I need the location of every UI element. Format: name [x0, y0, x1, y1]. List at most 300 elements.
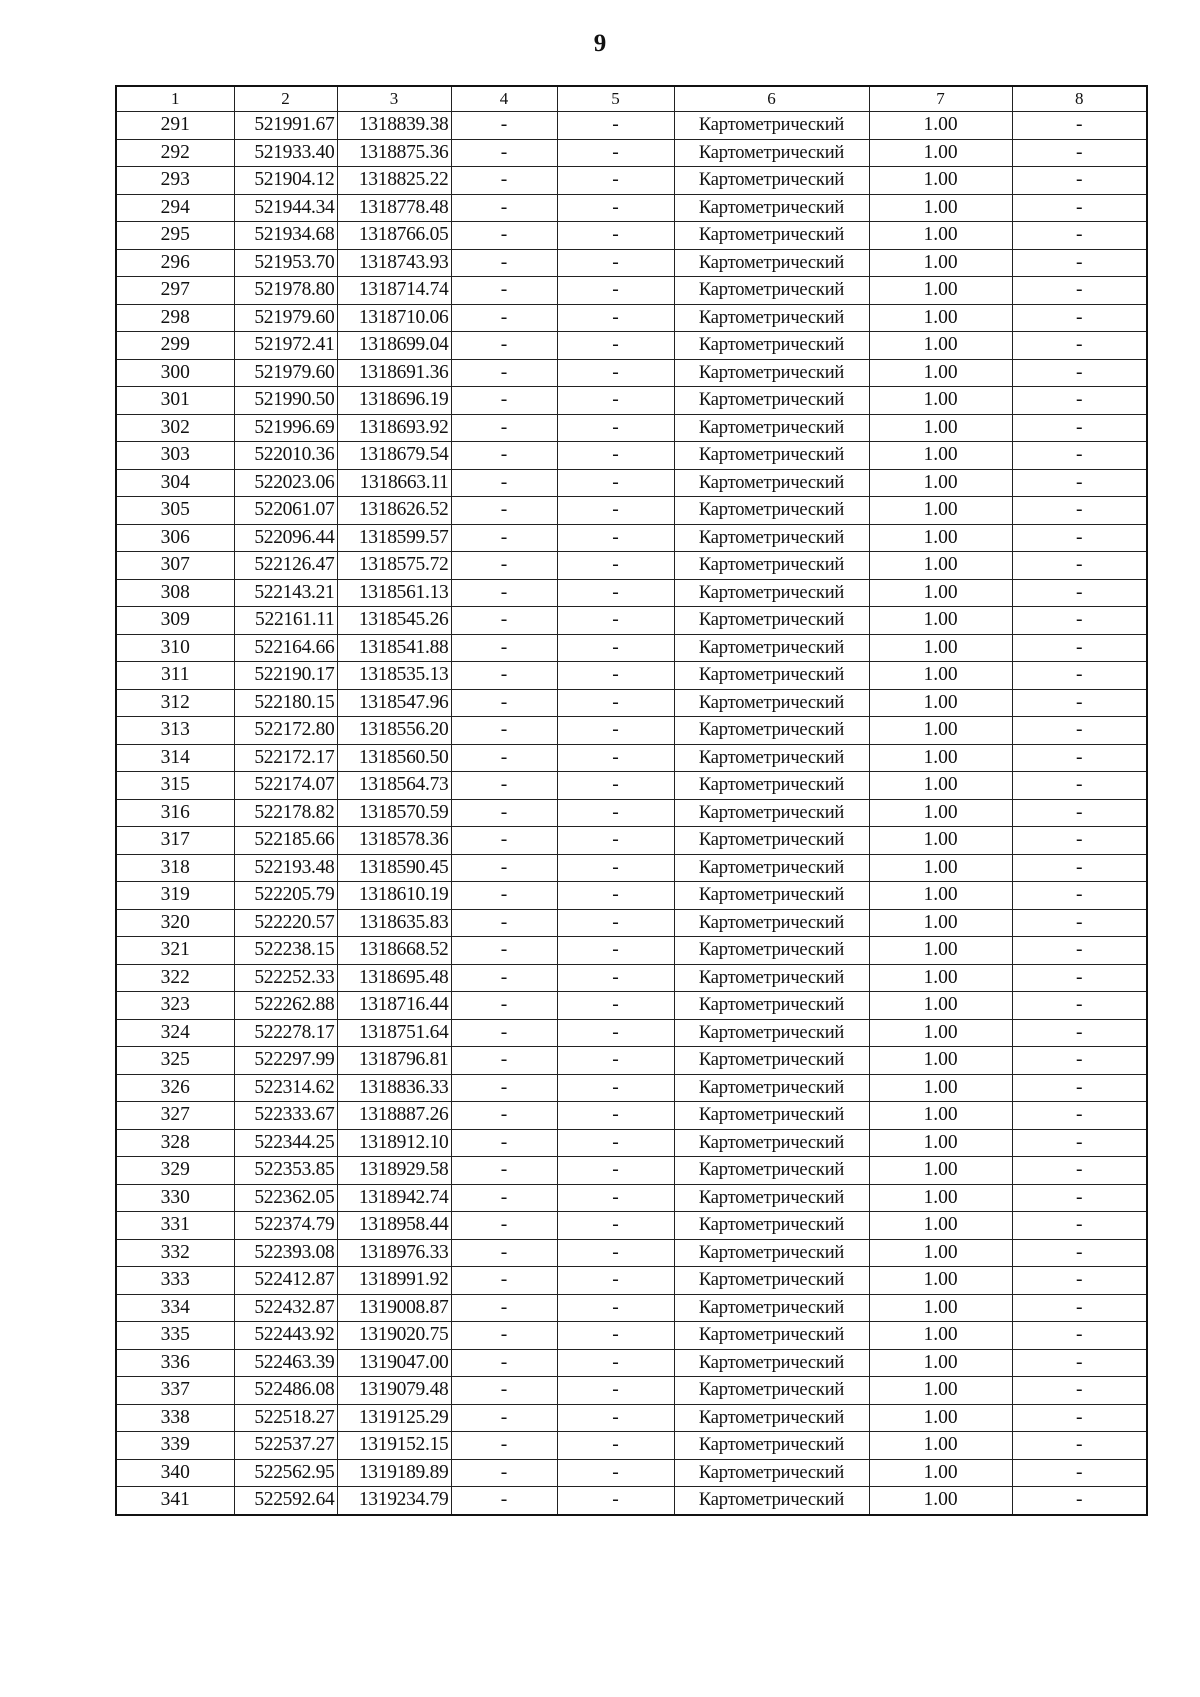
table-row: [116, 112, 1147, 140]
point-number-cell: 331: [116, 1212, 234, 1240]
col8-cell: -: [1012, 717, 1147, 745]
x-coordinate-cell: 522252.33: [234, 964, 337, 992]
point-number-cell: 306: [116, 524, 234, 552]
y-coordinate-cell: 1318991.92: [337, 1267, 451, 1295]
table-row: [116, 524, 1147, 552]
y-coordinate-cell: 1319152.15: [337, 1432, 451, 1460]
point-number-cell: 300: [116, 359, 234, 387]
accuracy-cell: 1.00: [869, 552, 1012, 580]
point-number-cell: 309: [116, 607, 234, 635]
col4-cell: -: [451, 1377, 557, 1405]
x-coordinate-cell: 522185.66: [234, 827, 337, 855]
col5-cell: -: [557, 992, 674, 1020]
table-row: [116, 579, 1147, 607]
col5-cell: -: [557, 1047, 674, 1075]
point-number-cell: 298: [116, 304, 234, 332]
accuracy-cell: 1.00: [869, 359, 1012, 387]
method-cell: Картометрический: [674, 1157, 869, 1185]
col8-cell: -: [1012, 387, 1147, 415]
method-cell: Картометрический: [674, 1487, 869, 1515]
col8-cell: -: [1012, 249, 1147, 277]
table-row: [116, 1349, 1147, 1377]
coordinates-table: [115, 85, 1148, 1516]
method-cell: Картометрический: [674, 1294, 869, 1322]
point-number-cell: 307: [116, 552, 234, 580]
x-coordinate-cell: 522190.17: [234, 662, 337, 690]
y-coordinate-cell: 1319125.29: [337, 1404, 451, 1432]
col4-cell: -: [451, 1019, 557, 1047]
col5-cell: -: [557, 882, 674, 910]
point-number-cell: 299: [116, 332, 234, 360]
method-cell: Картометрический: [674, 524, 869, 552]
col5-cell: -: [557, 1377, 674, 1405]
accuracy-cell: 1.00: [869, 304, 1012, 332]
point-number-cell: 324: [116, 1019, 234, 1047]
x-coordinate-cell: 522393.08: [234, 1239, 337, 1267]
col4-cell: -: [451, 249, 557, 277]
col8-cell: -: [1012, 1074, 1147, 1102]
table-row: [116, 1432, 1147, 1460]
col4-cell: -: [451, 662, 557, 690]
method-cell: Картометрический: [674, 882, 869, 910]
accuracy-cell: 1.00: [869, 662, 1012, 690]
table-row: [116, 937, 1147, 965]
method-cell: Картометрический: [674, 194, 869, 222]
point-number-cell: 296: [116, 249, 234, 277]
col4-cell: -: [451, 497, 557, 525]
col4-cell: -: [451, 992, 557, 1020]
x-coordinate-cell: 522463.39: [234, 1349, 337, 1377]
col8-cell: -: [1012, 1267, 1147, 1295]
col5-cell: -: [557, 854, 674, 882]
x-coordinate-cell: 522432.87: [234, 1294, 337, 1322]
col4-cell: -: [451, 964, 557, 992]
col8-cell: -: [1012, 1047, 1147, 1075]
point-number-cell: 305: [116, 497, 234, 525]
table-row: [116, 249, 1147, 277]
col4-cell: -: [451, 304, 557, 332]
y-coordinate-cell: 1318610.19: [337, 882, 451, 910]
col8-cell: -: [1012, 634, 1147, 662]
accuracy-cell: 1.00: [869, 1294, 1012, 1322]
y-coordinate-cell: 1319189.89: [337, 1459, 451, 1487]
accuracy-cell: 1.00: [869, 1404, 1012, 1432]
point-number-cell: 323: [116, 992, 234, 1020]
accuracy-cell: 1.00: [869, 1349, 1012, 1377]
method-cell: Картометрический: [674, 112, 869, 140]
col8-cell: -: [1012, 909, 1147, 937]
y-coordinate-cell: 1318564.73: [337, 772, 451, 800]
col4-cell: -: [451, 1212, 557, 1240]
y-coordinate-cell: 1318599.57: [337, 524, 451, 552]
x-coordinate-cell: 521979.60: [234, 359, 337, 387]
col8-cell: -: [1012, 304, 1147, 332]
col5-cell: -: [557, 524, 674, 552]
method-cell: Картометрический: [674, 359, 869, 387]
method-cell: Картометрический: [674, 1432, 869, 1460]
col5-cell: -: [557, 332, 674, 360]
method-cell: Картометрический: [674, 854, 869, 882]
col4-cell: -: [451, 194, 557, 222]
col8-cell: -: [1012, 1432, 1147, 1460]
x-coordinate-cell: 521991.67: [234, 112, 337, 140]
col4-cell: -: [451, 1129, 557, 1157]
col5-cell: -: [557, 1349, 674, 1377]
point-number-cell: 333: [116, 1267, 234, 1295]
col8-cell: -: [1012, 1459, 1147, 1487]
col8-cell: -: [1012, 277, 1147, 305]
y-coordinate-cell: 1318668.52: [337, 937, 451, 965]
table-row: [116, 1459, 1147, 1487]
col5-cell: -: [557, 579, 674, 607]
col8-cell: -: [1012, 964, 1147, 992]
col5-cell: -: [557, 442, 674, 470]
method-cell: Картометрический: [674, 689, 869, 717]
accuracy-cell: 1.00: [869, 854, 1012, 882]
point-number-cell: 325: [116, 1047, 234, 1075]
y-coordinate-cell: 1318541.88: [337, 634, 451, 662]
col8-cell: -: [1012, 469, 1147, 497]
method-cell: Картометрический: [674, 442, 869, 470]
x-coordinate-cell: 522061.07: [234, 497, 337, 525]
accuracy-cell: 1.00: [869, 1432, 1012, 1460]
x-coordinate-cell: 522562.95: [234, 1459, 337, 1487]
method-cell: Картометрический: [674, 552, 869, 580]
col4-cell: -: [451, 1322, 557, 1350]
x-coordinate-cell: 522486.08: [234, 1377, 337, 1405]
col4-cell: -: [451, 1349, 557, 1377]
table-row: [116, 194, 1147, 222]
col5-cell: -: [557, 909, 674, 937]
x-coordinate-cell: 521972.41: [234, 332, 337, 360]
table-row: [116, 1322, 1147, 1350]
method-cell: Картометрический: [674, 579, 869, 607]
x-coordinate-cell: 522592.64: [234, 1487, 337, 1515]
method-cell: Картометрический: [674, 1239, 869, 1267]
col5-cell: -: [557, 1294, 674, 1322]
table-row: [116, 772, 1147, 800]
point-number-cell: 336: [116, 1349, 234, 1377]
x-coordinate-cell: 522172.17: [234, 744, 337, 772]
col4-cell: -: [451, 1459, 557, 1487]
x-coordinate-cell: 521953.70: [234, 249, 337, 277]
col5-cell: -: [557, 937, 674, 965]
point-number-cell: 297: [116, 277, 234, 305]
y-coordinate-cell: 1319234.79: [337, 1487, 451, 1515]
col4-cell: -: [451, 634, 557, 662]
accuracy-cell: 1.00: [869, 1129, 1012, 1157]
table-row: [116, 662, 1147, 690]
table-row: [116, 909, 1147, 937]
accuracy-cell: 1.00: [869, 387, 1012, 415]
point-number-cell: 291: [116, 112, 234, 140]
col4-cell: -: [451, 442, 557, 470]
col8-cell: -: [1012, 607, 1147, 635]
col4-cell: -: [451, 139, 557, 167]
table-row: [116, 744, 1147, 772]
col8-cell: -: [1012, 1404, 1147, 1432]
table-row: [116, 497, 1147, 525]
x-coordinate-cell: 522314.62: [234, 1074, 337, 1102]
y-coordinate-cell: 1318556.20: [337, 717, 451, 745]
col5-cell: -: [557, 799, 674, 827]
col8-cell: -: [1012, 1487, 1147, 1515]
col8-cell: -: [1012, 332, 1147, 360]
col4-cell: -: [451, 607, 557, 635]
col5-cell: -: [557, 689, 674, 717]
method-cell: Картометрический: [674, 1349, 869, 1377]
col4-cell: -: [451, 799, 557, 827]
point-number-cell: 292: [116, 139, 234, 167]
col5-cell: -: [557, 222, 674, 250]
point-number-cell: 319: [116, 882, 234, 910]
col8-cell: -: [1012, 1239, 1147, 1267]
table-row: [116, 717, 1147, 745]
accuracy-cell: 1.00: [869, 799, 1012, 827]
col4-cell: -: [451, 689, 557, 717]
accuracy-cell: 1.00: [869, 1377, 1012, 1405]
col8-cell: -: [1012, 579, 1147, 607]
y-coordinate-cell: 1318912.10: [337, 1129, 451, 1157]
accuracy-cell: 1.00: [869, 1102, 1012, 1130]
table-row: [116, 139, 1147, 167]
col5-cell: -: [557, 964, 674, 992]
col8-cell: -: [1012, 772, 1147, 800]
table-row: [116, 552, 1147, 580]
col8-cell: -: [1012, 1349, 1147, 1377]
table-row: [116, 304, 1147, 332]
x-coordinate-cell: 522412.87: [234, 1267, 337, 1295]
table-header-row: [116, 86, 1147, 112]
point-number-cell: 321: [116, 937, 234, 965]
col5-cell: -: [557, 1404, 674, 1432]
table-row: [116, 442, 1147, 470]
point-number-cell: 341: [116, 1487, 234, 1515]
x-coordinate-cell: 522374.79: [234, 1212, 337, 1240]
col8-cell: -: [1012, 1212, 1147, 1240]
col5-cell: -: [557, 744, 674, 772]
method-cell: Картометрический: [674, 304, 869, 332]
method-cell: Картометрический: [674, 1074, 869, 1102]
accuracy-cell: 1.00: [869, 964, 1012, 992]
y-coordinate-cell: 1318836.33: [337, 1074, 451, 1102]
y-coordinate-cell: 1319047.00: [337, 1349, 451, 1377]
point-number-cell: 304: [116, 469, 234, 497]
col5-cell: -: [557, 359, 674, 387]
accuracy-cell: 1.00: [869, 167, 1012, 195]
col5-cell: -: [557, 167, 674, 195]
method-cell: Картометрический: [674, 799, 869, 827]
table-row: [116, 992, 1147, 1020]
col5-cell: -: [557, 827, 674, 855]
col4-cell: -: [451, 1074, 557, 1102]
y-coordinate-cell: 1318958.44: [337, 1212, 451, 1240]
col5-cell: -: [557, 1432, 674, 1460]
col5-cell: -: [557, 277, 674, 305]
method-cell: Картометрический: [674, 1184, 869, 1212]
col4-cell: -: [451, 1047, 557, 1075]
col8-cell: -: [1012, 1157, 1147, 1185]
column-header: 6: [674, 86, 869, 112]
col8-cell: -: [1012, 497, 1147, 525]
y-coordinate-cell: 1319020.75: [337, 1322, 451, 1350]
accuracy-cell: 1.00: [869, 1212, 1012, 1240]
y-coordinate-cell: 1318839.38: [337, 112, 451, 140]
table-row: [116, 1184, 1147, 1212]
col4-cell: -: [451, 277, 557, 305]
table-row: [116, 827, 1147, 855]
col8-cell: -: [1012, 1294, 1147, 1322]
col5-cell: -: [557, 194, 674, 222]
col5-cell: -: [557, 1129, 674, 1157]
col5-cell: -: [557, 414, 674, 442]
table-row: [116, 167, 1147, 195]
accuracy-cell: 1.00: [869, 442, 1012, 470]
x-coordinate-cell: 522344.25: [234, 1129, 337, 1157]
y-coordinate-cell: 1318626.52: [337, 497, 451, 525]
accuracy-cell: 1.00: [869, 689, 1012, 717]
col8-cell: -: [1012, 139, 1147, 167]
y-coordinate-cell: 1318679.54: [337, 442, 451, 470]
col5-cell: -: [557, 1157, 674, 1185]
col4-cell: -: [451, 854, 557, 882]
col8-cell: -: [1012, 882, 1147, 910]
method-cell: Картометрический: [674, 1267, 869, 1295]
method-cell: Картометрический: [674, 332, 869, 360]
y-coordinate-cell: 1318535.13: [337, 662, 451, 690]
accuracy-cell: 1.00: [869, 827, 1012, 855]
x-coordinate-cell: 521904.12: [234, 167, 337, 195]
y-coordinate-cell: 1318635.83: [337, 909, 451, 937]
table-row: [116, 1267, 1147, 1295]
y-coordinate-cell: 1319008.87: [337, 1294, 451, 1322]
point-number-cell: 339: [116, 1432, 234, 1460]
x-coordinate-cell: 521979.60: [234, 304, 337, 332]
col5-cell: -: [557, 1239, 674, 1267]
col4-cell: -: [451, 167, 557, 195]
x-coordinate-cell: 522362.05: [234, 1184, 337, 1212]
col4-cell: -: [451, 909, 557, 937]
point-number-cell: 334: [116, 1294, 234, 1322]
table-row: [116, 359, 1147, 387]
col5-cell: -: [557, 717, 674, 745]
col5-cell: -: [557, 1074, 674, 1102]
col4-cell: -: [451, 332, 557, 360]
point-number-cell: 327: [116, 1102, 234, 1130]
col5-cell: -: [557, 552, 674, 580]
col8-cell: -: [1012, 662, 1147, 690]
point-number-cell: 337: [116, 1377, 234, 1405]
method-cell: Картометрический: [674, 1019, 869, 1047]
col8-cell: -: [1012, 414, 1147, 442]
column-header: 4: [451, 86, 557, 112]
point-number-cell: 293: [116, 167, 234, 195]
col5-cell: -: [557, 662, 674, 690]
col5-cell: -: [557, 497, 674, 525]
y-coordinate-cell: 1318578.36: [337, 827, 451, 855]
col8-cell: -: [1012, 1184, 1147, 1212]
method-cell: Картометрический: [674, 1377, 869, 1405]
col4-cell: -: [451, 1239, 557, 1267]
accuracy-cell: 1.00: [869, 634, 1012, 662]
col5-cell: -: [557, 469, 674, 497]
table-row: [116, 414, 1147, 442]
col5-cell: -: [557, 112, 674, 140]
point-number-cell: 302: [116, 414, 234, 442]
accuracy-cell: 1.00: [869, 1267, 1012, 1295]
col8-cell: -: [1012, 1322, 1147, 1350]
col4-cell: -: [451, 222, 557, 250]
col4-cell: -: [451, 359, 557, 387]
y-coordinate-cell: 1318716.44: [337, 992, 451, 1020]
accuracy-cell: 1.00: [869, 1047, 1012, 1075]
col5-cell: -: [557, 139, 674, 167]
method-cell: Картометрический: [674, 1459, 869, 1487]
col8-cell: -: [1012, 442, 1147, 470]
y-coordinate-cell: 1318778.48: [337, 194, 451, 222]
col4-cell: -: [451, 552, 557, 580]
col8-cell: -: [1012, 359, 1147, 387]
method-cell: Картометрический: [674, 744, 869, 772]
method-cell: Картометрический: [674, 222, 869, 250]
accuracy-cell: 1.00: [869, 194, 1012, 222]
x-coordinate-cell: 522193.48: [234, 854, 337, 882]
y-coordinate-cell: 1319079.48: [337, 1377, 451, 1405]
accuracy-cell: 1.00: [869, 414, 1012, 442]
column-header: 5: [557, 86, 674, 112]
page-number: 9: [593, 30, 607, 57]
method-cell: Картометрический: [674, 1102, 869, 1130]
column-header: 7: [869, 86, 1012, 112]
point-number-cell: 340: [116, 1459, 234, 1487]
table-row: [116, 1404, 1147, 1432]
method-cell: Картометрический: [674, 827, 869, 855]
y-coordinate-cell: 1318695.48: [337, 964, 451, 992]
column-header: 8: [1012, 86, 1147, 112]
col5-cell: -: [557, 1267, 674, 1295]
col8-cell: -: [1012, 1377, 1147, 1405]
col5-cell: -: [557, 1487, 674, 1515]
method-cell: Картометрический: [674, 1212, 869, 1240]
point-number-cell: 332: [116, 1239, 234, 1267]
col5-cell: -: [557, 1322, 674, 1350]
y-coordinate-cell: 1318887.26: [337, 1102, 451, 1130]
col4-cell: -: [451, 882, 557, 910]
x-coordinate-cell: 522278.17: [234, 1019, 337, 1047]
col4-cell: -: [451, 772, 557, 800]
table-row: [116, 222, 1147, 250]
method-cell: Картометрический: [674, 634, 869, 662]
accuracy-cell: 1.00: [869, 249, 1012, 277]
point-number-cell: 322: [116, 964, 234, 992]
method-cell: Картометрический: [674, 937, 869, 965]
accuracy-cell: 1.00: [869, 744, 1012, 772]
col4-cell: -: [451, 469, 557, 497]
table-row: [116, 1377, 1147, 1405]
x-coordinate-cell: 521944.34: [234, 194, 337, 222]
y-coordinate-cell: 1318691.36: [337, 359, 451, 387]
col4-cell: -: [451, 717, 557, 745]
col4-cell: -: [451, 1184, 557, 1212]
accuracy-cell: 1.00: [869, 1074, 1012, 1102]
x-coordinate-cell: 522096.44: [234, 524, 337, 552]
y-coordinate-cell: 1318875.36: [337, 139, 451, 167]
point-number-cell: 317: [116, 827, 234, 855]
col8-cell: -: [1012, 524, 1147, 552]
table-body: [116, 112, 1147, 1515]
point-number-cell: 329: [116, 1157, 234, 1185]
accuracy-cell: 1.00: [869, 717, 1012, 745]
